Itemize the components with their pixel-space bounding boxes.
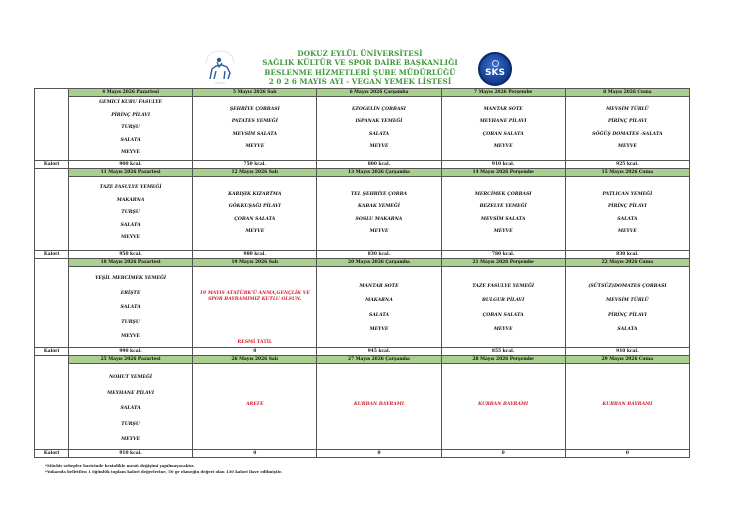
menu-table bbox=[34, 88, 690, 458]
day-menu-cell bbox=[193, 364, 317, 450]
day-date-header: 12 Mayıs 2026 Salı bbox=[193, 169, 317, 177]
day-menu-cell bbox=[69, 97, 193, 161]
menu-item: SALATA bbox=[120, 137, 141, 143]
menu-item: MERCİMEK ÇORBASI bbox=[474, 191, 532, 197]
menu-item: ERİŞTE bbox=[120, 290, 141, 296]
sks-logo: SKS bbox=[478, 52, 512, 86]
title-branch: BESLENME HİZMETLERİ ŞUBE MÜDÜRLÜĞÜ bbox=[264, 67, 456, 77]
menu-item: MEYVE bbox=[121, 235, 141, 241]
menu-item: TURŞU bbox=[121, 421, 140, 427]
week-label-cell bbox=[35, 89, 69, 161]
menu-item: MEYHANE PİLAVI bbox=[107, 390, 155, 396]
holiday-label: AREFE bbox=[245, 402, 264, 407]
menu-item: GEMİCİ KURU FASULYE bbox=[99, 100, 163, 106]
day-menu-cell bbox=[193, 177, 317, 251]
day-date-header: 26 Mayıs 2026 Salı bbox=[193, 356, 317, 364]
menu-item: SOSLU MAKARNA bbox=[355, 216, 403, 222]
menu-item: MEYVE bbox=[121, 334, 141, 340]
menu-item: ÇOBAN SALATA bbox=[482, 312, 524, 318]
calorie-label: Kalori bbox=[35, 348, 69, 356]
day-menu-cell bbox=[441, 267, 565, 348]
footnote-2: *Yukarıda belirtilen 1 öğünlük toplam kalori değerlerine, 50 gr ekmeğin değeri olan 130 kalori ilave edilmiştir. bbox=[45, 468, 283, 474]
menu-item: MEYVE bbox=[617, 144, 637, 149]
day-date-header: 19 Mayıs 2026 Salı bbox=[193, 259, 317, 267]
menu-item: PİRİNÇ PİLAVI bbox=[607, 119, 647, 124]
menu-item: MEYVE bbox=[245, 229, 265, 234]
day-menu-cell bbox=[565, 97, 689, 161]
day-menu-cell bbox=[441, 364, 565, 450]
menu-item: MEYVE bbox=[493, 144, 513, 149]
menu-item: MANTAR SOTE bbox=[483, 106, 523, 112]
day-calorie-value: 780 kcal. bbox=[441, 251, 565, 259]
calorie-row bbox=[35, 161, 690, 169]
day-calorie-value: 830 kcal. bbox=[565, 251, 689, 259]
holiday-message: 19 MAYIS ATATÜRK'Ü ANMA,GENÇLİK VE SPOR BAYRAMIMIZ KUTLU OLSUN. bbox=[199, 291, 310, 302]
day-date-header: 25 Mayıs 2026 Pazartesi bbox=[69, 356, 193, 364]
day-date-header: 28 Mayıs 2026 Perşembe bbox=[441, 356, 565, 364]
day-calorie-value: 990 kcal. bbox=[69, 348, 193, 356]
menu-item: MEYVE bbox=[369, 144, 389, 149]
official-holiday-note: RESMİ TATİL bbox=[237, 340, 273, 345]
week-label-cell bbox=[35, 169, 69, 251]
menu-item: ISPANAK YEMEĞİ bbox=[355, 119, 403, 124]
week-menu-row bbox=[35, 364, 690, 450]
footnotes bbox=[45, 463, 282, 474]
day-menu-cell bbox=[565, 177, 689, 251]
document-header bbox=[180, 47, 540, 89]
day-calorie-value: 910 kcal. bbox=[69, 450, 193, 458]
week-menu-row bbox=[35, 267, 690, 348]
calorie-label: Kalori bbox=[35, 161, 69, 169]
calorie-label: Kalori bbox=[35, 450, 69, 458]
menu-item: MAKARNA bbox=[116, 197, 145, 203]
menu-item: PİRİNÇ PİLAVI bbox=[607, 312, 647, 318]
day-calorie-value: 0 bbox=[565, 450, 689, 458]
menu-item: NOHUT YEMEĞİ bbox=[109, 375, 153, 381]
menu-item: PİRİNÇ PİLAVI bbox=[607, 204, 647, 209]
menu-item: (SÜTSÜZ)DOMATES ÇORBASI bbox=[588, 283, 667, 289]
menu-item: PİRİNÇ PİLAVI bbox=[111, 112, 150, 118]
menu-item: TAZE FASULYE YEMEĞİ bbox=[472, 283, 535, 289]
week-header-row bbox=[35, 169, 690, 177]
day-menu-cell bbox=[193, 97, 317, 161]
menu-item: SALATA bbox=[368, 131, 390, 137]
day-menu-cell bbox=[317, 267, 441, 348]
menu-item: GÖKKUŞAĞI PİLAVI bbox=[228, 204, 281, 209]
holiday-label: KURBAN BAYRAMI bbox=[602, 402, 653, 407]
menu-item: TURŞU bbox=[121, 125, 140, 131]
menu-item: TURŞU bbox=[121, 210, 140, 216]
day-menu-cell bbox=[193, 267, 317, 348]
menu-item: SALATA bbox=[617, 216, 638, 222]
menu-item: MEVSİM SALATA bbox=[232, 131, 278, 137]
menu-item: MEYVE bbox=[121, 150, 141, 156]
day-calorie-value: 750 kcal. bbox=[193, 161, 317, 169]
calorie-row bbox=[35, 348, 690, 356]
day-date-header: 20 Mayıs 2026 Çarşamba bbox=[317, 259, 441, 267]
day-menu-cell bbox=[565, 364, 689, 450]
menu-item: KARIŞIK KIZARTMA bbox=[228, 191, 282, 197]
day-calorie-value: 830 kcal. bbox=[317, 251, 441, 259]
menu-item: MEYVE bbox=[493, 327, 513, 332]
menu-item: ÇOBAN SALATA bbox=[482, 131, 524, 137]
menu-item: MEVSİM TÜRLÜ bbox=[606, 106, 649, 112]
day-calorie-value: 0 bbox=[317, 450, 441, 458]
day-menu-cell bbox=[69, 177, 193, 251]
menu-item: TURŞU bbox=[121, 319, 140, 325]
calorie-label: Kalori bbox=[35, 251, 69, 259]
day-menu-cell bbox=[441, 177, 565, 251]
menu-item: PATLICAN YEMEĞİ bbox=[602, 191, 653, 197]
sks-logo-emblem-icon bbox=[492, 60, 499, 67]
day-date-header: 21 Mayıs 2026 Perşembe bbox=[441, 259, 565, 267]
menu-item: BULGUR PİLAVI bbox=[482, 298, 525, 303]
day-calorie-value: 0 bbox=[193, 348, 317, 356]
day-menu-cell bbox=[69, 364, 193, 450]
day-date-header: 4 Mayıs 2026 Pazartesi bbox=[69, 89, 193, 97]
menu-item: SALATA bbox=[617, 327, 638, 332]
title-department: SAĞLIK KÜLTÜR VE SPOR DAİRE BAŞKANLIĞI bbox=[262, 58, 458, 68]
menu-item: KABAK YEMEĞİ bbox=[358, 204, 400, 209]
menu-item: MEVSİM TÜRLÜ bbox=[606, 298, 649, 303]
menu-item: ŞEHRİYE ÇORBASI bbox=[229, 106, 280, 112]
university-logo bbox=[200, 49, 240, 85]
document-titles bbox=[250, 49, 470, 87]
day-date-header: 22 Mayıs 2026 Cuma bbox=[565, 259, 689, 267]
day-calorie-value: 910 kcal. bbox=[441, 161, 565, 169]
menu-item: PATATES YEMEĞİ bbox=[231, 119, 278, 124]
week-menu-row bbox=[35, 97, 690, 161]
day-menu-cell bbox=[565, 267, 689, 348]
week-header-row bbox=[35, 259, 690, 267]
menu-item: MEYHANE PİLAVI bbox=[479, 119, 527, 124]
day-calorie-value: 945 kcal. bbox=[317, 348, 441, 356]
day-date-header: 27 Mayıs 2026 Çarşamba bbox=[317, 356, 441, 364]
day-menu-cell bbox=[317, 97, 441, 161]
day-menu-cell bbox=[317, 364, 441, 450]
day-date-header: 29 Mayıs 2026 Cuma bbox=[565, 356, 689, 364]
footnote-1: *Mücbir sebepler haricinde kesinlikle menü değişimi yapılmayacaktır. bbox=[45, 463, 195, 468]
menu-item: BEZELYE YEMEĞİ bbox=[479, 204, 527, 209]
day-menu-cell bbox=[317, 177, 441, 251]
menu-item: SALATA bbox=[120, 222, 141, 228]
menu-item: MEVSİM SALATA bbox=[480, 216, 526, 222]
title-university: DOKUZ EYLÜL ÜNİVERSİTESİ bbox=[297, 49, 423, 58]
day-calorie-value: 900 kcal. bbox=[69, 161, 193, 169]
week-header-row bbox=[35, 89, 690, 97]
week-label-cell bbox=[35, 356, 69, 450]
menu-item: SALATA bbox=[120, 305, 141, 311]
day-date-header: 5 Mayıs 2026 Salı bbox=[193, 89, 317, 97]
day-calorie-value: 855 kcal. bbox=[441, 348, 565, 356]
menu-item: MEYVE bbox=[369, 327, 389, 332]
holiday-label: KURBAN BAYRAMI bbox=[478, 402, 529, 407]
menu-item: MEYVE bbox=[245, 144, 265, 149]
day-calorie-value: 0 bbox=[441, 450, 565, 458]
week-label-cell bbox=[35, 259, 69, 348]
calorie-row bbox=[35, 251, 690, 259]
day-date-header: 18 Mayıs 2026 Pazartesi bbox=[69, 259, 193, 267]
day-date-header: 15 Mayıs 2026 Cuma bbox=[565, 169, 689, 177]
menu-item: MEYVE bbox=[617, 229, 637, 234]
menu-item: MAKARNA bbox=[365, 298, 393, 303]
day-calorie-value: 950 kcal. bbox=[69, 251, 193, 259]
menu-item: TAZE FASULYE YEMEĞİ bbox=[99, 185, 162, 191]
menu-item: MANTAR SOTE bbox=[359, 283, 399, 289]
title-menu: 2 0 2 6 MAYIS AYI - VEGAN YEMEK LİSTESİ bbox=[268, 77, 452, 87]
day-date-header: 6 Mayıs 2026 Çarşamba bbox=[317, 89, 441, 97]
day-date-header: 8 Mayıs 2026 Cuma bbox=[565, 89, 689, 97]
day-date-header: 13 Mayıs 2026 Çarşamba bbox=[317, 169, 441, 177]
day-date-header: 14 Mayıs 2026 Perşembe bbox=[441, 169, 565, 177]
menu-item: SÖĞÜŞ DOMATES -SALATA bbox=[592, 131, 663, 137]
week-header-row bbox=[35, 356, 690, 364]
calorie-row bbox=[35, 450, 690, 458]
day-calorie-value: 925 kcal. bbox=[565, 161, 689, 169]
day-calorie-value: 0 bbox=[193, 450, 317, 458]
day-date-header: 11 Mayıs 2026 Pazartesi bbox=[69, 169, 193, 177]
menu-item: TEL ŞEHRİYE ÇORBA bbox=[350, 191, 408, 197]
day-calorie-value: 800 kcal. bbox=[317, 161, 441, 169]
menu-item: ÇOBAN SALATA bbox=[234, 216, 276, 222]
holiday-label: KURBAN BAYRAMI bbox=[353, 402, 404, 407]
day-menu-cell bbox=[69, 267, 193, 348]
day-menu-cell bbox=[441, 97, 565, 161]
menu-item: MEYVE bbox=[121, 437, 141, 443]
menu-item: MEYVE bbox=[369, 229, 389, 234]
menu-item: MEYVE bbox=[493, 229, 513, 234]
day-calorie-value: 910 kcal. bbox=[565, 348, 689, 356]
day-calorie-value: 980 kcal. bbox=[193, 251, 317, 259]
day-date-header: 7 Mayıs 2026 Perşembe bbox=[441, 89, 565, 97]
menu-item: SALATA bbox=[368, 312, 390, 318]
week-menu-row bbox=[35, 177, 690, 251]
menu-item: YEŞİL MERCİMEK YEMEĞİ bbox=[95, 276, 167, 282]
menu-item: SALATA bbox=[120, 406, 141, 412]
menu-item: EZOGELİN ÇORBASI bbox=[352, 106, 406, 112]
